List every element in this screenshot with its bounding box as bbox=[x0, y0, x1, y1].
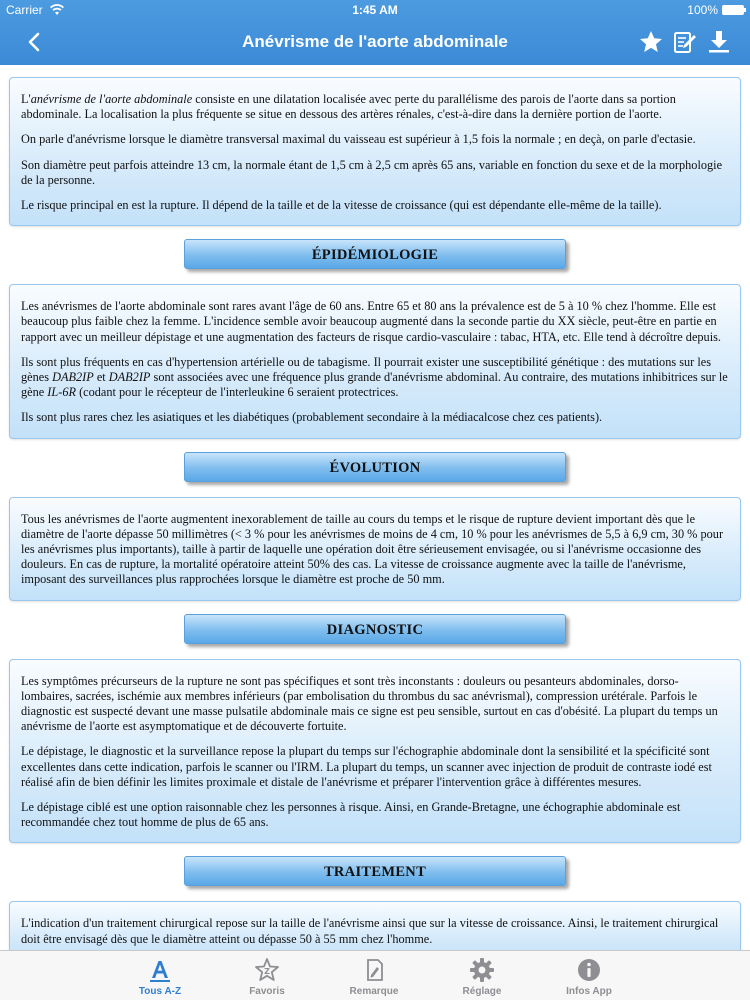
intro-paragraph-4: Le risque principal en est la rupture. Il dépend de la taille et de la vitesse de croissance (qui est dépendante elle-même de la taille). bbox=[21, 198, 662, 213]
svg-text:Z: Z bbox=[264, 967, 270, 976]
star-favorite-icon[interactable] bbox=[638, 29, 664, 55]
star-badge-icon bbox=[254, 957, 280, 983]
page-title: Anévrisme de l'aorte abdominale bbox=[242, 32, 508, 51]
status-bar bbox=[0, 0, 750, 20]
diagnostic-paragraph-1: Les symptômes précurseurs de la rupture ne sont pas spécifiques et sont très inconstants : douleurs ou pesanteurs abdominales, dorso-lombaires, sacrées, ischémie aux membres inférieurs (par embolisation du thrombus du sac anévrismal), compression urétérale. Parfois le diagnostic est suspecté devant une masse pulsatile abdominale mais ce signe est peu sensible, surtout en cas d'obésité. La plupart du temps un anévrisme de l'aorte est asymptomatique et de découverte fortuite. bbox=[21, 673, 718, 734]
note-pen-icon bbox=[361, 957, 387, 983]
tab-reglage[interactable] bbox=[427, 951, 537, 1000]
epidemiologie-card bbox=[9, 284, 741, 438]
tab-infos-app[interactable] bbox=[534, 951, 644, 1000]
evolution-card bbox=[9, 497, 741, 601]
header bbox=[0, 0, 750, 65]
tab-favoris[interactable] bbox=[212, 951, 322, 1000]
epidemiologie-paragraph-2: Ils sont plus fréquents en cas d'hypertension artérielle ou de tabagisme. Il pourrait exister une susceptibilité génétique : des mutations sur les gènes DAB2IP et DAB2IP sont associées avec une fréquence plus grande d'anévrisme abdominal. Au contraire, des mutations inhibitrices sur le gène IL-6R (codant pour le récepteur de l'interleukine 6 seraient protectrices. bbox=[21, 354, 728, 400]
download-icon[interactable] bbox=[706, 29, 732, 55]
diagnostic-paragraph-2: Le dépistage, le diagnostic et la surveillance repose la plupart du temps sur l'échographie abdominale dont la sensibilité et la spécificité sont excellentes dans cette indication, parfois le scanner ou l'IRM. La plupart du temps, un scanner avec injection de produit de contraste iodé est réalisé afin de bien définir les limites proximale et distale de l'anévrisme et préparer l'intervention grâce à différentes mesures. bbox=[21, 744, 712, 789]
epidemiologie-paragraph-1: Les anévrismes de l'aorte abdominale sont rares avant l'âge de 60 ans. Entre 65 et 80 ans la prévalence est de 5 à 10 % chez l'homme. Elle est beaucoup plus faible chez la femme. L'incidence semble avoir beaucoup augmenté dans la seconde partie du XX siècle, peut-être en partie en rapport avec un meilleur dépistage et une augmentation des facteurs de risque cardio-vasculaire : tabac, HTA, etc. Elle tend à décroître depuis. bbox=[21, 299, 721, 344]
epidemiologie-paragraph-3: Ils sont plus rares chez les asiatiques et les diabétiques (probablement secondaire à la médiacalcose chez ces patients). bbox=[21, 410, 603, 425]
evolution-paragraph-1: Tous les anévrismes de l'aorte augmentent inexorablement de taille au cours du temps et le risque de rupture devient important dès que le diamètre de l'aorte dépasse 50 millimètres (< 3 % pour les anévrismes de moins de 4 cm, 10 % pour les anévrismes de 5,5 à 6,9 cm, 30 % pour les anévrismes plus importants), taille à partir de laquelle une opération doit être sérieusement envisagée, ou si l'anévrisme occasionne des douleurs. En cas de rupture, la mortalité opératoire atteint 50% des cas. La vitesse de croissance augmente avec la taille de l'anévrisme, imposant des surveillances plus rapprochées lorsque le diamètre est proche de 50 mm. bbox=[21, 511, 724, 587]
article-content[interactable] bbox=[0, 65, 750, 950]
section-heading-evolution: ÉVOLUTION bbox=[184, 452, 566, 482]
clock: 1:45 AM bbox=[352, 3, 398, 17]
intro-paragraph-3: Son diamètre peut parfois atteindre 13 cm, la normale étant de 1,5 cm à 2,5 cm après 65 ans, variable en fonction du sexe et de la morphologie de la personne. bbox=[21, 157, 723, 187]
section-heading-epidemiologie: ÉPIDÉMIOLOGIE bbox=[184, 239, 566, 269]
intro-paragraph-1: L'anévrisme de l'aorte abdominale consiste en une dilatation localisée avec perte du parallélisme des parois de l'aorte dans sa portion abdominale. La localisation la plus fréquente se situe en dessous des artères rénales, c'est-à-dire dans la dernière portion de l'aorte. bbox=[21, 92, 676, 122]
gear-icon bbox=[469, 957, 495, 983]
diagnostic-card bbox=[9, 659, 741, 844]
battery-percent: 100% bbox=[687, 3, 718, 17]
tab-label: Favoris bbox=[249, 986, 285, 997]
tab-label: Infos App bbox=[566, 986, 612, 997]
section-heading-diagnostic: DIAGNOSTIC bbox=[184, 614, 566, 644]
intro-paragraph-2: On parle d'anévrisme lorsque le diamètre transversal maximal du vaisseau est supérieur à 1,5 fois la normale ; en deçà, on parle d'ectasie. bbox=[21, 132, 696, 147]
battery-icon bbox=[722, 5, 744, 15]
carrier-label: Carrier bbox=[6, 3, 43, 17]
nav-bar bbox=[0, 20, 750, 65]
traitement-card bbox=[9, 901, 741, 950]
tab-label: Tous A-Z bbox=[138, 986, 182, 997]
traitement-paragraph-1: L'indication d'un traitement chirurgical repose sur la taille de l'anévrisme ainsi que sur la vitesse de croissance. Ainsi, le traitement chirurgical doit être envisagé dès que le diamètre atteint ou dépasse 50 à 55 mm chez l'homme. bbox=[21, 916, 719, 946]
tab-tous-a-z[interactable] bbox=[105, 951, 215, 1000]
diagnostic-paragraph-3: Le dépistage ciblé est une option raisonnable chez les personnes à risque. Ainsi, en Grande-Bretagne, une échographie abdominale est recommandée chez tout homme de plus de 65 ans. bbox=[21, 800, 681, 830]
intro-card bbox=[9, 77, 741, 226]
section-heading-traitement: TRAITEMENT bbox=[184, 856, 566, 886]
edit-note-icon[interactable] bbox=[672, 29, 698, 55]
tab-label: Réglage bbox=[462, 986, 502, 997]
letter-a-icon bbox=[147, 957, 173, 983]
tab-remarque[interactable] bbox=[319, 951, 429, 1000]
tab-bar bbox=[0, 950, 750, 1000]
tab-label: Remarque bbox=[349, 986, 399, 997]
info-icon bbox=[576, 957, 602, 983]
